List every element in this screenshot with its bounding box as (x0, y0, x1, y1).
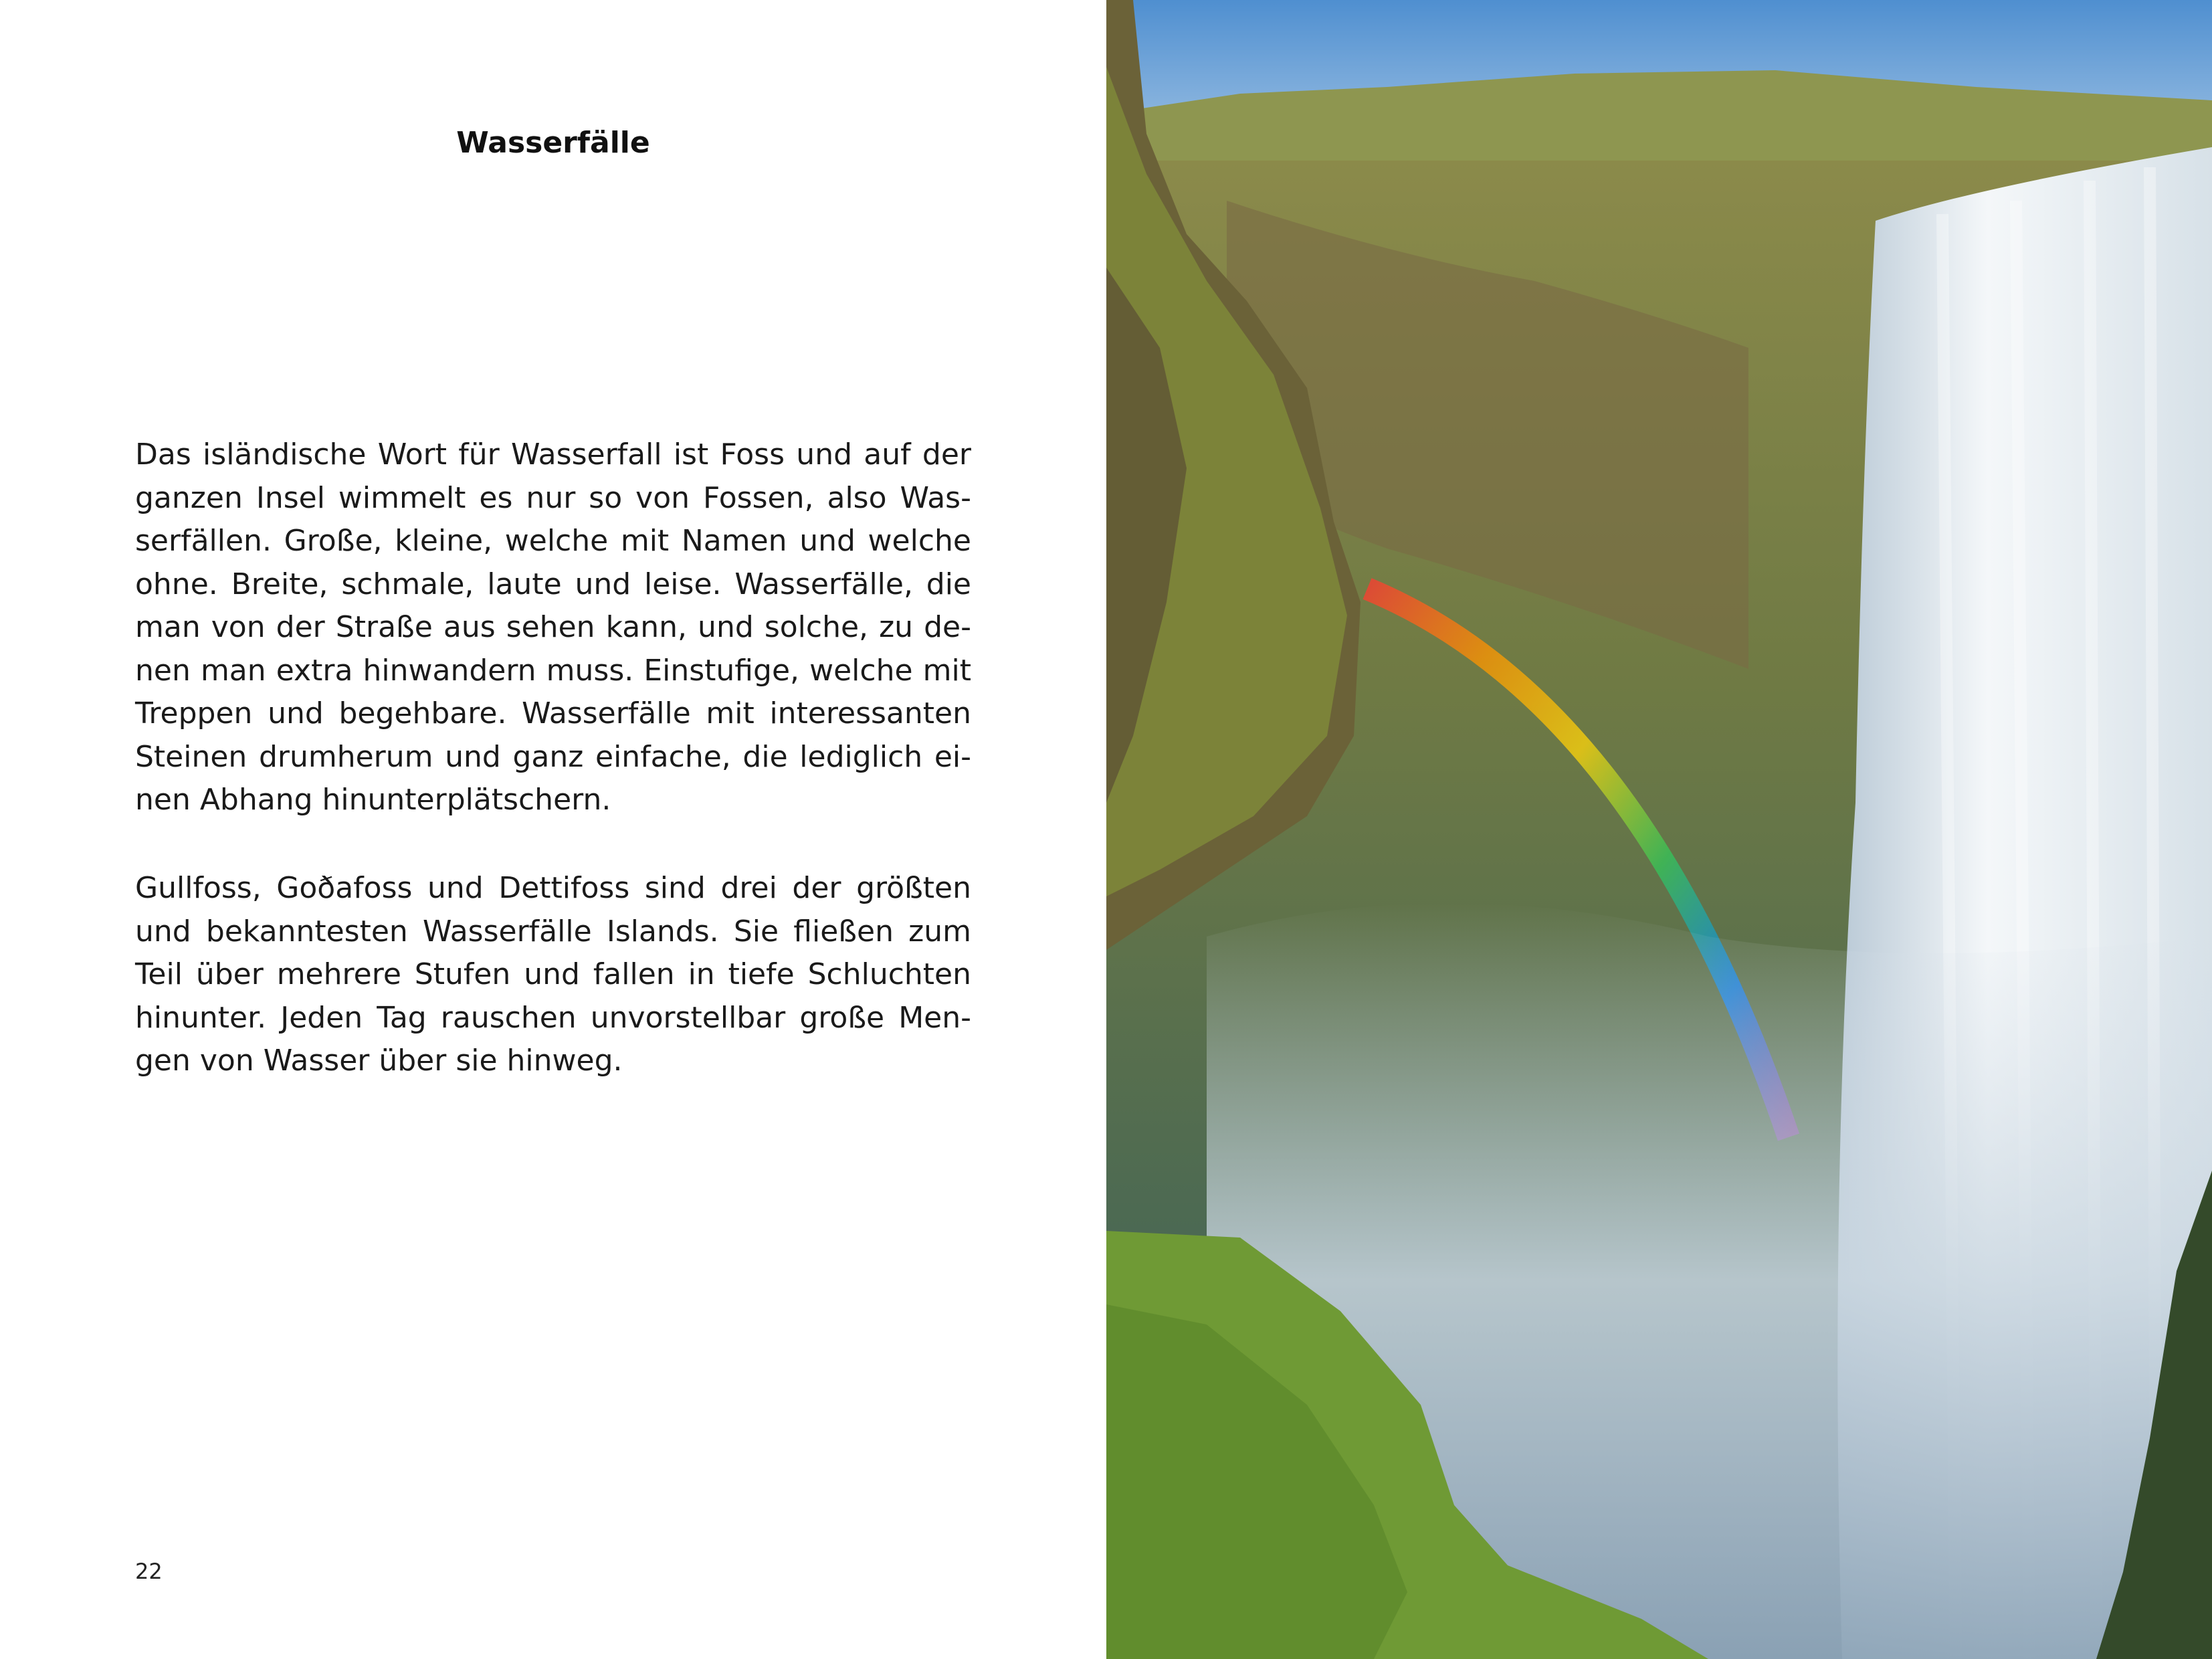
paragraph-1: Das isländische Wort für Wasserfall ist Foss und auf der ganzen Insel wimmelt es nur so von Fossen, also Wasserfällen. Große, kleine, welche mit Namen und welche ohne. Breite, schmale, laute und leise. Wasserfälle, die man von der Straße aus sehen kann, und solche, zu denen man extra hinwandern muss. Einstufige, welche mit Treppen und begehbare. Wasserfälle mit interessanten Steinen drumherum und ganz einfache, die lediglich einen Abhang hinunterplätschern. (135, 437, 971, 817)
page-number: 22 (135, 1559, 163, 1584)
waterfall-photo (1106, 0, 2212, 1659)
waterfall-illustration (1106, 0, 2212, 1659)
paragraph-2: Gullfoss, Goðafoss und Dettifoss sind drei der größten und bekanntesten Wasserfälle Islands. Sie fließen zum Teil über mehrere Stufen und fallen in tiefe Schluchten hinunter. Jeden Tag rauschen unvorstellbar große Mengen von Wasser über sie hinweg. (135, 871, 971, 1078)
page-title: Wasserfälle (456, 126, 650, 160)
